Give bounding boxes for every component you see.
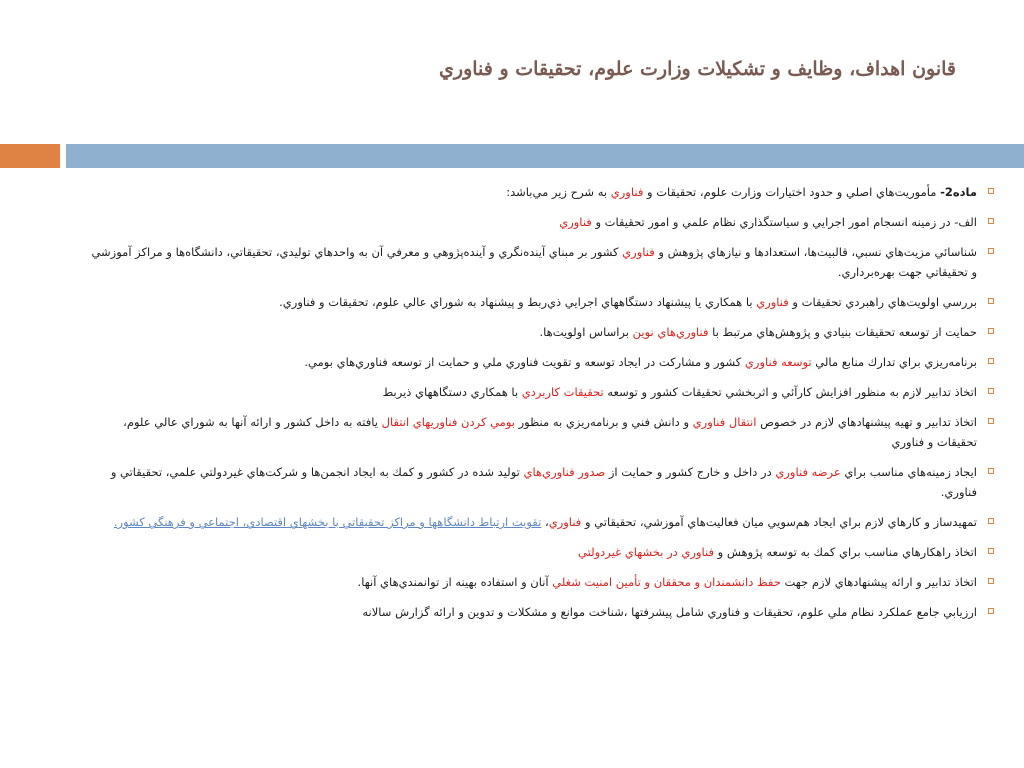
square-bullet-icon [988, 248, 994, 254]
list-item [89, 292, 994, 312]
item-text: يافته به داخل كشور و ارائه آنها به شوراي عالي علوم، تحقيقات و فناوري [123, 415, 977, 449]
bullet-list [89, 182, 994, 632]
square-bullet-icon [988, 188, 994, 194]
list-item [89, 212, 994, 232]
item-text: تمهيدساز و كارهاي لازم براي ايجاد هم‌سويي ميان فعاليت‌هاي آموزشي، تحقيقاتي و [581, 515, 977, 529]
highlight-text: حفظ دانشمندان و محققان و تأمين امنيت شغلي [552, 575, 781, 589]
list-item [89, 412, 994, 452]
square-bullet-icon [988, 298, 994, 304]
hyperlink-text[interactable]: تقويت ارتباط دانشگاهها و مراكز تحقيقاتي با بخشهاي اقتصادي، اجتماعي و فرهنگي كشور. [113, 515, 542, 529]
item-text: ايجاد زمينه‌هاي مناسب براي [840, 465, 977, 479]
article-label: ماده2- [940, 185, 977, 199]
item-text: ارزيابي جامع عملكرد نظام ملي علوم، تحقيقات و فناوري شامل پيشرفتها ،شناخت موانع و مشكلات و تدوين و ارائه گزارش سالانه [362, 605, 977, 619]
item-text: به شرح زير مي‌باشد: [506, 185, 611, 199]
list-item [89, 242, 994, 282]
item-text: اتخاذ راهكارهاي مناسب براي كمك به توسعه پژوهش و [714, 545, 977, 559]
highlight-text: توسعه فناوري [744, 355, 812, 369]
item-text: براساس اولويت‌ها. [539, 325, 633, 339]
list-item [89, 512, 994, 532]
slide-title: قانون اهداف، وظايف و تشكيلات وزارت علوم، تحقيقات و فناوري [439, 58, 956, 80]
item-text: كشور و مشاركت در ايجاد توسعه و تقويت فناوري ملي و حمايت از توسعه فناوري‌هاي بومي. [304, 355, 745, 369]
highlight-text: فناوري [622, 245, 655, 259]
highlight-text: فناوري [559, 215, 592, 229]
square-bullet-icon [988, 418, 994, 424]
item-text: حمايت از توسعه تحقيقات بنيادي و پژوهش‌هاي مرتبط با [708, 325, 977, 339]
item-text: برنامه‌ريزي براي تدارك منابع مالي [811, 355, 977, 369]
highlight-text: فناوري [756, 295, 789, 309]
header-band [66, 144, 1024, 168]
square-bullet-icon [988, 548, 994, 554]
item-text: و دانش فني و برنامه‌ريزي به منظور [514, 415, 693, 429]
highlight-text: فناوري [548, 515, 582, 529]
item-text: آنان و استفاده بهينه از توانمندي‌هاي آنها. [357, 575, 553, 589]
square-bullet-icon [988, 388, 994, 394]
highlight-text: فناوري [610, 185, 644, 199]
square-bullet-icon [988, 328, 994, 334]
item-text: شناسائي مزيت‌هاي نسبي، قالبيت‌ها، استعدادها و نيازهاي پژوهش و [654, 245, 977, 259]
square-bullet-icon [988, 578, 994, 584]
item-text: با همكاري يا پيشنهاد دستگاههاي اجرايي ذي‌ربط و پيشنهاد به شوراي عالي علوم، تحقيقات و فناوري. [279, 295, 757, 309]
list-item [89, 182, 994, 202]
highlight-text: انتقال فناوري [692, 415, 757, 429]
item-text: كشور بر مبناي آينده‌نگري و آينده‌پژوهي و معرفي آن به واحدهاي توليدي، تحقيقاتي، دانشگاه‌ها و مراكز آموزشي و تحقيقاتي جهت بهره‌برداري. [91, 245, 977, 279]
item-text: بررسي اولويت‌هاي راهبردي تحقيقات و [788, 295, 977, 309]
item-text: اتخاذ تدابير و تهيه پيشنهادهاي لازم در خصوص [756, 415, 977, 429]
item-text: توليد شده در كشور و كمك به ايجاد انجمن‌ها و شركت‌هاي غيردولتي علمي، تحقيقاتي و فناوري. [110, 465, 977, 499]
square-bullet-icon [988, 218, 994, 224]
highlight-text: فناوري‌هاي نوين [632, 325, 709, 339]
item-text: با همكاري دستگاههاي ذيربط [382, 385, 522, 399]
highlight-text: صدور فناوري‌هاي [523, 465, 606, 479]
square-bullet-icon [988, 518, 994, 524]
highlight-text: تحقيقات كاربردي [521, 385, 604, 399]
highlight-text: عرضه فناوري [775, 465, 841, 479]
list-item [89, 352, 994, 372]
accent-bar [0, 144, 60, 168]
highlight-text: بومي كردن فناوريهاي انتقال [381, 415, 515, 429]
item-text: اتخاذ تدابير لازم به منظور افزايش كارآئي و اثربخشي تحقيقات كشور و توسعه [603, 385, 977, 399]
list-item [89, 602, 994, 622]
item-text: ، [541, 515, 549, 529]
highlight-text: فناوري در بخشهاي غيردولتي [578, 545, 714, 559]
square-bullet-icon [988, 608, 994, 614]
item-text: الف- در زمينه انسجام امور اجرايي و سياستگذاري نظام علمي و امور تحقيقات و [591, 215, 977, 229]
list-item [89, 322, 994, 342]
item-text: در داخل و خارج كشور و حمايت از [605, 465, 776, 479]
item-text: مأموريت‌هاي اصلي و حدود اختيارات وزارت علوم، تحقيقات و [643, 185, 941, 199]
list-item [89, 382, 994, 402]
square-bullet-icon [988, 358, 994, 364]
item-text: اتخاذ تدابير و ارائه پيشنهادهاي لازم جهت [780, 575, 977, 589]
list-item [89, 542, 994, 562]
square-bullet-icon [988, 468, 994, 474]
list-item [89, 572, 994, 592]
list-item [89, 462, 994, 502]
